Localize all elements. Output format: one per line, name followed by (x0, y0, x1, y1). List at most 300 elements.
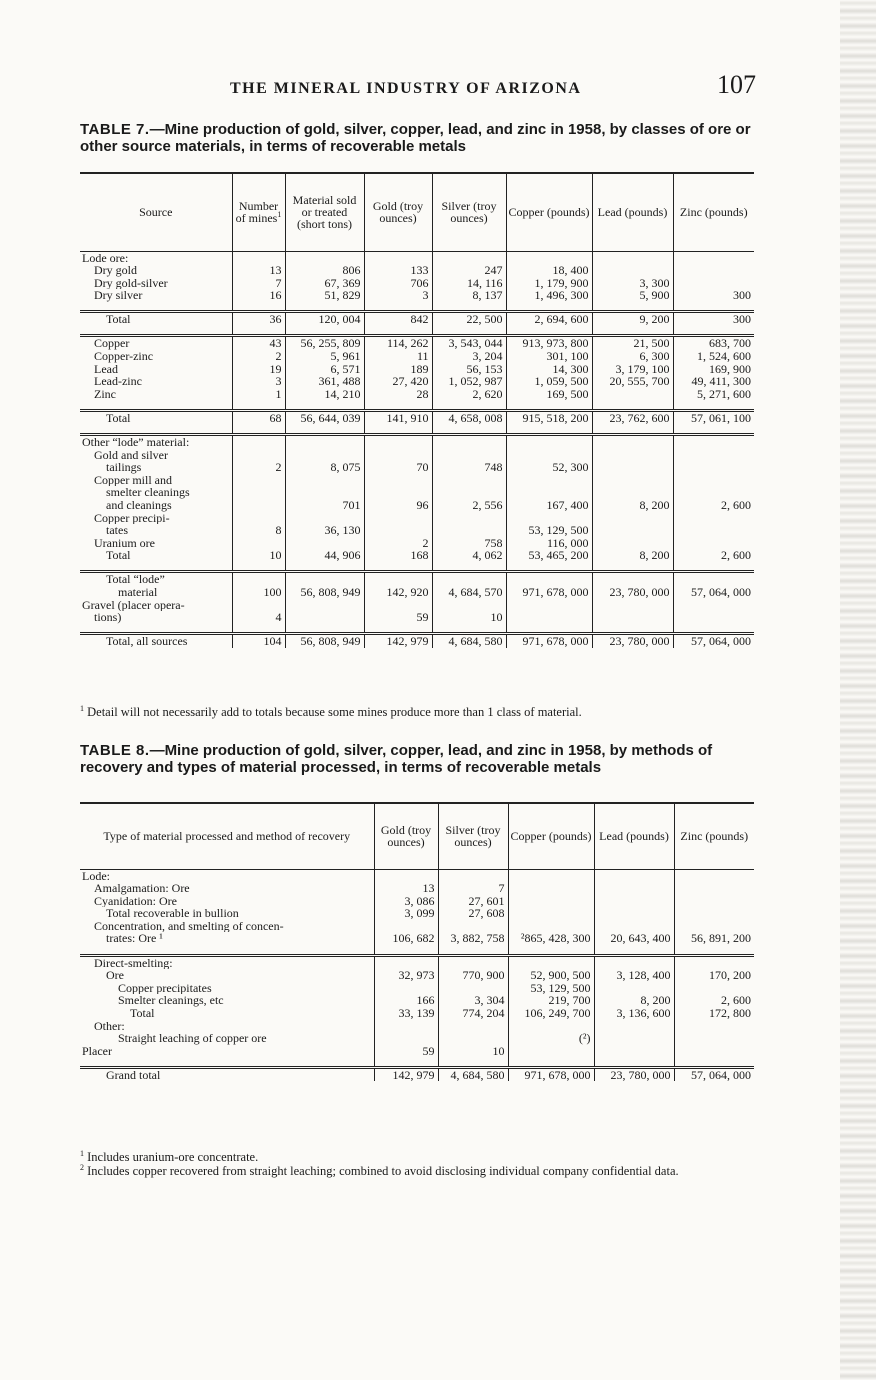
row-label: Total (130, 1006, 155, 1020)
table-cell (232, 486, 285, 499)
row-label: Uranium ore (94, 536, 155, 550)
row-label: Copper precipitates (118, 981, 212, 995)
row-label: Placer (82, 1044, 112, 1058)
table-cell (508, 869, 594, 882)
table-cell (364, 435, 432, 449)
row-label: Ore (106, 969, 124, 982)
table-cell: 22, 500 (432, 312, 506, 326)
table-cell (506, 435, 592, 449)
table-row (80, 524, 754, 537)
table-cell (594, 907, 674, 920)
table8-caption (80, 742, 760, 776)
table-cell: 1, 052, 987 (432, 375, 506, 388)
table-cell: 6, 300 (592, 350, 673, 363)
table-row (80, 289, 754, 302)
table-cell: 23, 780, 000 (592, 634, 673, 648)
table-cell (374, 1032, 438, 1045)
table-cell (438, 869, 508, 882)
table-cell (592, 461, 673, 474)
table-cell: 168 (364, 549, 432, 562)
table-cell: 170, 200 (674, 969, 754, 982)
table-cell: 13 (374, 882, 438, 895)
table-row (80, 969, 754, 982)
table-cell: 56, 808, 949 (285, 634, 364, 648)
table-row (80, 907, 754, 920)
table-cell: 36, 130 (285, 524, 364, 537)
row-label: Lode: (82, 869, 110, 883)
table-cell: 247 (432, 264, 506, 277)
table-cell: 1, 059, 500 (506, 375, 592, 388)
table-cell (673, 599, 754, 612)
table-cell: 57, 061, 100 (673, 410, 754, 424)
spacer-row (80, 400, 754, 410)
table-cell: 4, 684, 570 (432, 586, 506, 599)
table-cell (285, 611, 364, 624)
table-cell (592, 599, 673, 612)
table-cell (592, 512, 673, 525)
table-cell (285, 599, 364, 612)
table-cell (508, 955, 594, 969)
table-cell (674, 882, 754, 895)
table-cell: 16 (232, 289, 285, 302)
row-label: trates: Ore ¹ (106, 932, 163, 946)
table-cell: 774, 204 (438, 1007, 508, 1020)
t7-col-material: Material sold or treated (short tons) (285, 173, 364, 251)
table-cell (506, 599, 592, 612)
table-cell: 7 (232, 277, 285, 290)
table-cell: 52, 900, 500 (508, 969, 594, 982)
row-label: Total (106, 549, 131, 562)
table-cell (508, 907, 594, 920)
table-cell: 8 (232, 524, 285, 537)
row-label: Grand total (80, 1067, 374, 1081)
table-cell: 33, 139 (374, 1007, 438, 1020)
table-cell (673, 474, 754, 487)
table-cell: 57, 064, 000 (673, 586, 754, 599)
table-cell (506, 611, 592, 624)
page-header (230, 70, 760, 108)
table-row (80, 512, 754, 525)
table-cell: 106, 682 (374, 932, 438, 945)
table-cell: 300 (673, 289, 754, 302)
table-cell: 169, 900 (673, 363, 754, 376)
table8-footnote-1: $^1$ Includes uranium-ore concentrate. (80, 1148, 259, 1164)
table8 (80, 802, 754, 1081)
running-title: THE MINERAL INDUSTRY OF ARIZONA (230, 80, 582, 97)
table-cell: 300 (673, 312, 754, 326)
table-cell (673, 524, 754, 537)
table-row (80, 869, 754, 882)
table7-caption (80, 121, 760, 155)
table-cell: 43 (232, 336, 285, 350)
table-row (80, 474, 754, 487)
table-cell: 23, 780, 000 (592, 586, 673, 599)
row-label: Total (80, 410, 232, 424)
table-cell: 5, 271, 600 (673, 388, 754, 401)
table-cell: 21, 500 (592, 336, 673, 350)
table-cell (673, 435, 754, 449)
table-cell: 142, 979 (364, 634, 432, 648)
table-cell: ²865, 428, 300 (508, 932, 594, 945)
table-row (80, 410, 754, 424)
table7-title: —Mine production of gold, silver, copper, lead, and zinc in 1958, by classes of ore or other source materials, in terms of recoverable metals (80, 121, 751, 155)
table-cell: 27, 420 (364, 375, 432, 388)
t7-col-mines: Number of mines$^1$ (232, 173, 285, 251)
row-label: Copper (80, 336, 232, 350)
table-cell: 68 (232, 410, 285, 424)
row-label: Concentration, and smelting of concen- (94, 919, 284, 933)
table-cell: 842 (364, 312, 432, 326)
table-cell: 56, 255, 809 (285, 336, 364, 350)
spacer-row (80, 326, 754, 336)
t8-col-gold: Gold (troy ounces) (374, 803, 438, 869)
t7-col-zinc: Zinc (pounds) (673, 173, 754, 251)
table-cell (592, 524, 673, 537)
table-row (80, 336, 754, 350)
table-cell: 10 (438, 1045, 508, 1058)
table-cell: 3, 086 (374, 895, 438, 908)
table-cell: 52, 300 (506, 461, 592, 474)
t7-col-lead: Lead (pounds) (592, 173, 673, 251)
table-cell (432, 512, 506, 525)
row-label: Dry silver (94, 289, 143, 302)
table-cell: 27, 601 (438, 895, 508, 908)
table-cell: 3, 304 (438, 994, 508, 1007)
row-label: Copper precipi- (94, 511, 170, 525)
table-row (80, 461, 754, 474)
table-cell (674, 1032, 754, 1045)
row-label: Lead-zinc (94, 375, 142, 388)
table-cell: 361, 488 (285, 375, 364, 388)
table-cell (594, 869, 674, 882)
table-cell: 301, 100 (506, 350, 592, 363)
table-cell (592, 251, 673, 264)
table-cell: 57, 064, 000 (673, 634, 754, 648)
row-label: Straight leaching of copper ore (118, 1032, 267, 1045)
table-cell (673, 611, 754, 624)
row-label: tates (106, 524, 128, 537)
table-cell: 4, 684, 580 (438, 1067, 508, 1081)
t8-col-copper: Copper (pounds) (508, 803, 594, 869)
table-cell: 2 (232, 350, 285, 363)
table-cell (432, 524, 506, 537)
table-cell: 748 (432, 461, 506, 474)
table-cell (674, 869, 754, 882)
table-cell: 2, 600 (673, 499, 754, 512)
table-cell: 3, 136, 600 (594, 1007, 674, 1020)
table-row (80, 882, 754, 895)
table-cell: 14, 300 (506, 363, 592, 376)
table-row (80, 1007, 754, 1020)
table-row (80, 350, 754, 363)
table-row (80, 1020, 754, 1033)
table-cell (592, 449, 673, 462)
table-cell: 142, 920 (364, 586, 432, 599)
table-cell: (²) (508, 1032, 594, 1045)
row-label: tions) (94, 611, 122, 624)
table-cell: 14, 116 (432, 277, 506, 290)
table-cell (506, 572, 592, 586)
table-cell: 8, 137 (432, 289, 506, 302)
table-cell: 13 (232, 264, 285, 277)
table-cell: 971, 678, 000 (508, 1067, 594, 1081)
t8-col-zinc: Zinc (pounds) (674, 803, 754, 869)
table-cell: 2, 600 (673, 549, 754, 562)
table-cell (594, 1045, 674, 1058)
table-cell: 169, 500 (506, 388, 592, 401)
table-cell: 2 (232, 461, 285, 474)
table-cell: 3 (364, 289, 432, 302)
table-cell (673, 251, 754, 264)
table-cell: 8, 200 (594, 994, 674, 1007)
table-cell: 59 (374, 1045, 438, 1058)
table-cell: 770, 900 (438, 969, 508, 982)
table-cell: 32, 973 (374, 969, 438, 982)
table-cell (285, 572, 364, 586)
table8-title: —Mine production of gold, silver, copper, lead, and zinc in 1958, by methods of recovery and types of material processed, in terms of recoverable metals (80, 742, 713, 776)
table-cell: 2, 694, 600 (506, 312, 592, 326)
table-cell: 106, 249, 700 (508, 1007, 594, 1020)
table-cell (674, 895, 754, 908)
table-cell (285, 435, 364, 449)
row-label: tailings (106, 461, 142, 474)
table-row (80, 611, 754, 624)
table-cell (673, 461, 754, 474)
table-cell: 49, 411, 300 (673, 375, 754, 388)
table-cell (673, 264, 754, 277)
table-cell (232, 499, 285, 512)
spacer-row (80, 562, 754, 572)
table-cell (592, 435, 673, 449)
table-cell: 3, 882, 758 (438, 932, 508, 945)
table-cell (674, 1045, 754, 1058)
table-cell: 4 (232, 611, 285, 624)
table-cell: 120, 004 (285, 312, 364, 326)
table-cell: 9, 200 (592, 312, 673, 326)
spacer-row (80, 945, 754, 955)
t7-col-copper: Copper (pounds) (506, 173, 592, 251)
table-cell: 3, 300 (592, 277, 673, 290)
table-cell (592, 474, 673, 487)
table-cell: 166 (374, 994, 438, 1007)
table-cell (232, 474, 285, 487)
table-cell: 1 (232, 388, 285, 401)
row-label: Total “lode” (80, 572, 232, 586)
table-cell (364, 524, 432, 537)
table-cell: 67, 369 (285, 277, 364, 290)
row-label: Total recoverable in bullion (106, 907, 239, 920)
table-cell (364, 474, 432, 487)
t7-col-source: Source (80, 173, 232, 251)
row-label: Other “lode” material: (80, 435, 232, 449)
table-cell: 56, 644, 039 (285, 410, 364, 424)
table-row (80, 499, 754, 512)
row-label: Copper-zinc (94, 350, 154, 363)
row-label: Gravel (placer opera- (82, 598, 185, 612)
table-row (80, 586, 754, 599)
t8-col-type: Type of material processed and method of recovery (80, 803, 374, 869)
row-label: Cyanidation: Ore (94, 894, 177, 908)
table-cell (594, 895, 674, 908)
scanned-page-edge (840, 0, 876, 1380)
table-cell: 14, 210 (285, 388, 364, 401)
table-cell (592, 611, 673, 624)
table7-body (80, 251, 754, 648)
table-cell: 8, 200 (592, 549, 673, 562)
table-cell: 5, 961 (285, 350, 364, 363)
table-cell: 3, 543, 044 (432, 336, 506, 350)
row-label: Dry gold-silver (94, 276, 168, 290)
table-cell: 913, 973, 800 (506, 336, 592, 350)
table-cell (592, 388, 673, 401)
row-label: Amalgamation: Ore (94, 882, 190, 895)
table-cell: 2, 620 (432, 388, 506, 401)
table-cell: 28 (364, 388, 432, 401)
table-row (80, 1032, 754, 1045)
table-cell (438, 1020, 508, 1033)
table-cell: 1, 524, 600 (673, 350, 754, 363)
table-cell: 18, 400 (506, 264, 592, 277)
table-cell: 6, 571 (285, 363, 364, 376)
table-cell: 53, 129, 500 (508, 982, 594, 995)
table-cell (432, 435, 506, 449)
table-row (80, 264, 754, 277)
table-cell (674, 955, 754, 969)
table-cell (364, 572, 432, 586)
table-cell (438, 955, 508, 969)
table-cell: 758 (432, 537, 506, 550)
table-cell (674, 907, 754, 920)
table-cell (508, 1045, 594, 1058)
table-cell: 11 (364, 350, 432, 363)
table-cell: 96 (364, 499, 432, 512)
table8-footnotes (80, 1150, 760, 1178)
table-cell: 19 (232, 363, 285, 376)
table-cell (506, 474, 592, 487)
table-cell: 8, 200 (592, 499, 673, 512)
table-cell (508, 895, 594, 908)
table-cell: 1, 496, 300 (506, 289, 592, 302)
table-cell (364, 512, 432, 525)
table-cell (232, 572, 285, 586)
table-cell: 23, 780, 000 (594, 1067, 674, 1081)
table-cell: 3, 099 (374, 907, 438, 920)
table-row (80, 634, 754, 648)
table-cell: 683, 700 (673, 336, 754, 350)
row-label: Total (80, 312, 232, 326)
table-cell: 8, 075 (285, 461, 364, 474)
table-cell: 53, 129, 500 (506, 524, 592, 537)
table-cell (592, 264, 673, 277)
table-cell: 4, 684, 580 (432, 634, 506, 648)
table-cell: 3, 204 (432, 350, 506, 363)
table-cell: 10 (232, 549, 285, 562)
table-cell (232, 435, 285, 449)
table-cell: 56, 891, 200 (674, 932, 754, 945)
table-row (80, 375, 754, 388)
table-row (80, 932, 754, 945)
row-label: Lead (94, 362, 118, 376)
table-row (80, 1067, 754, 1081)
table-row (80, 1045, 754, 1058)
row-label: smelter cleanings (106, 486, 190, 499)
table-cell: 142, 979 (374, 1067, 438, 1081)
spacer-row (80, 1057, 754, 1067)
row-label: Dry gold (94, 264, 137, 277)
table-cell: 104 (232, 634, 285, 648)
row-label: Gold and silver (94, 448, 168, 462)
table-cell: 971, 678, 000 (506, 634, 592, 648)
table-cell: 116, 000 (506, 537, 592, 550)
table-cell: 20, 643, 400 (594, 932, 674, 945)
table-cell: 701 (285, 499, 364, 512)
row-label: Direct-smelting: (80, 955, 374, 969)
table-cell (508, 882, 594, 895)
table-cell: 3 (232, 375, 285, 388)
table-cell (438, 1032, 508, 1045)
table-cell: 172, 800 (674, 1007, 754, 1020)
table-cell: 20, 555, 700 (592, 375, 673, 388)
table-cell: 189 (364, 363, 432, 376)
table-cell: 100 (232, 586, 285, 599)
table-cell: 5, 900 (592, 289, 673, 302)
row-label: material (118, 586, 158, 599)
table-cell: 915, 518, 200 (506, 410, 592, 424)
table7 (80, 172, 754, 648)
table-cell: 971, 678, 000 (506, 586, 592, 599)
row-label: Smelter cleanings, etc (118, 994, 224, 1007)
table-cell (432, 572, 506, 586)
table-cell: 56, 153 (432, 363, 506, 376)
table-cell (285, 474, 364, 487)
row-label: Other: (94, 1019, 125, 1033)
table-row (80, 388, 754, 401)
table-cell (592, 572, 673, 586)
table7-label: TABLE 7. (80, 121, 150, 138)
table8-body (80, 869, 754, 1081)
t7-col-gold: Gold (troy ounces) (364, 173, 432, 251)
table-cell: 7 (438, 882, 508, 895)
table-cell: 3, 128, 400 (594, 969, 674, 982)
table-cell: 141, 910 (364, 410, 432, 424)
table-cell (374, 1020, 438, 1033)
table-row (80, 435, 754, 449)
table-cell (432, 474, 506, 487)
table-cell (594, 882, 674, 895)
t8-col-lead: Lead (pounds) (594, 803, 674, 869)
table-cell: 57, 064, 000 (674, 1067, 754, 1081)
table-cell: 23, 762, 600 (592, 410, 673, 424)
table-cell: 114, 262 (364, 336, 432, 350)
table-cell (594, 1032, 674, 1045)
page-number: 107 (717, 70, 756, 99)
table-cell: 56, 808, 949 (285, 586, 364, 599)
t8-col-silver: Silver (troy ounces) (438, 803, 508, 869)
table-cell: 4, 658, 008 (432, 410, 506, 424)
row-label: Lode ore: (82, 251, 129, 265)
t7-col-silver: Silver (troy ounces) (432, 173, 506, 251)
table-cell: 2 (364, 537, 432, 550)
table-cell: 3, 179, 100 (592, 363, 673, 376)
table-cell: 36 (232, 312, 285, 326)
spacer-row (80, 302, 754, 312)
table-row (80, 572, 754, 586)
table7-footnote: $^1$ Detail will not necessarily add to totals because some mines produce more than 1 class of material. (80, 703, 582, 719)
table-cell: 219, 700 (508, 994, 594, 1007)
table-cell: 4, 062 (432, 549, 506, 562)
table-cell (374, 955, 438, 969)
table-cell: 70 (364, 461, 432, 474)
